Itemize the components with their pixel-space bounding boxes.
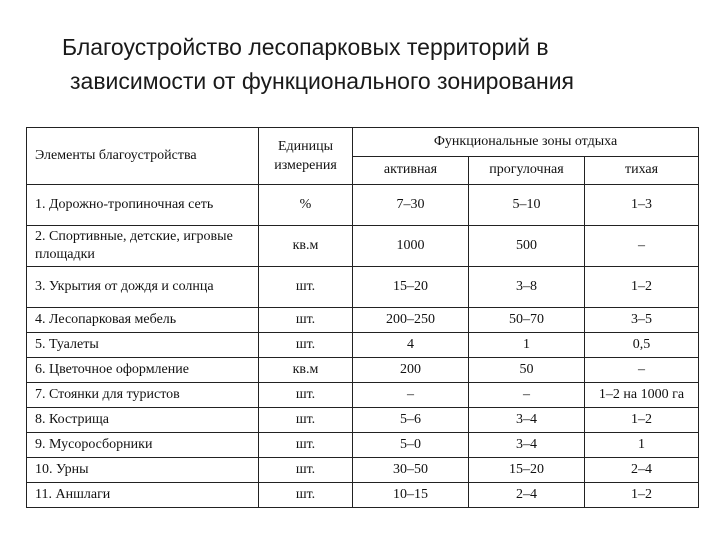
row-quiet: – [585,226,699,267]
row-quiet: 1–2 [585,408,699,433]
row-walking: 3–4 [469,433,585,458]
table-row [27,308,699,333]
row-name: 3. Укрытия от дождя и солнца [27,267,259,308]
table-row [27,333,699,358]
zoning-table [26,127,699,508]
row-active: 30–50 [353,458,469,483]
row-active: – [353,383,469,408]
table-row [27,483,699,508]
table-row [27,433,699,458]
row-name: 11. Аншлаги [27,483,259,508]
row-walking: 15–20 [469,458,585,483]
row-unit: шт. [259,333,353,358]
row-active: 10–15 [353,483,469,508]
row-unit: шт. [259,383,353,408]
row-unit: кв.м [259,358,353,383]
title-line-1: Благоустройство лесопарковых территорий в [62,34,549,60]
row-unit: % [259,185,353,226]
row-walking: 50 [469,358,585,383]
header-elements: Элементы благоустройства [27,128,259,185]
table-row [27,267,699,308]
row-active: 7–30 [353,185,469,226]
row-quiet: 1 [585,433,699,458]
row-quiet: 1–2 [585,483,699,508]
title-line-2: зависимости от функционального зонирования [70,68,575,94]
header-units: Единицы измерения [259,128,353,185]
row-active: 5–0 [353,433,469,458]
table-row [27,383,699,408]
row-quiet: – [585,358,699,383]
table-row [27,408,699,433]
row-unit: кв.м [259,226,353,267]
row-active: 4 [353,333,469,358]
table-row [27,185,699,226]
row-quiet: 1–2 [585,267,699,308]
row-name: 5. Туалеты [27,333,259,358]
row-unit: шт. [259,408,353,433]
row-quiet: 1–2 на 1000 га [585,383,699,408]
row-name: 9. Мусоросборники [27,433,259,458]
row-name: 2. Спортивные, детские, игровые площадки [27,226,259,267]
row-walking: 3–4 [469,408,585,433]
row-name: 8. Кострища [27,408,259,433]
row-unit: шт. [259,267,353,308]
row-quiet: 0,5 [585,333,699,358]
row-active: 200 [353,358,469,383]
row-walking: 500 [469,226,585,267]
row-active: 200–250 [353,308,469,333]
row-name: 6. Цветочное оформление [27,358,259,383]
row-walking: 50–70 [469,308,585,333]
header-walking: прогулочная [469,156,585,185]
row-quiet: 1–3 [585,185,699,226]
row-unit: шт. [259,483,353,508]
row-quiet: 2–4 [585,458,699,483]
row-active: 1000 [353,226,469,267]
row-name: 1. Дорожно-тропиночная сеть [27,185,259,226]
table-row [27,458,699,483]
row-unit: шт. [259,433,353,458]
row-walking: 5–10 [469,185,585,226]
row-unit: шт. [259,458,353,483]
row-quiet: 3–5 [585,308,699,333]
row-active: 15–20 [353,267,469,308]
row-walking: 3–8 [469,267,585,308]
header-quiet: тихая [585,156,699,185]
row-active: 5–6 [353,408,469,433]
table-row [27,226,699,267]
row-walking: 1 [469,333,585,358]
row-walking: – [469,383,585,408]
row-unit: шт. [259,308,353,333]
row-name: 4. Лесопарковая мебель [27,308,259,333]
header-active: активная [353,156,469,185]
row-name: 10. Урны [27,458,259,483]
header-zones: Функциональные зоны отдыха [353,128,699,157]
row-name: 7. Стоянки для туристов [27,383,259,408]
page-title [62,30,702,98]
table-row [27,358,699,383]
row-walking: 2–4 [469,483,585,508]
